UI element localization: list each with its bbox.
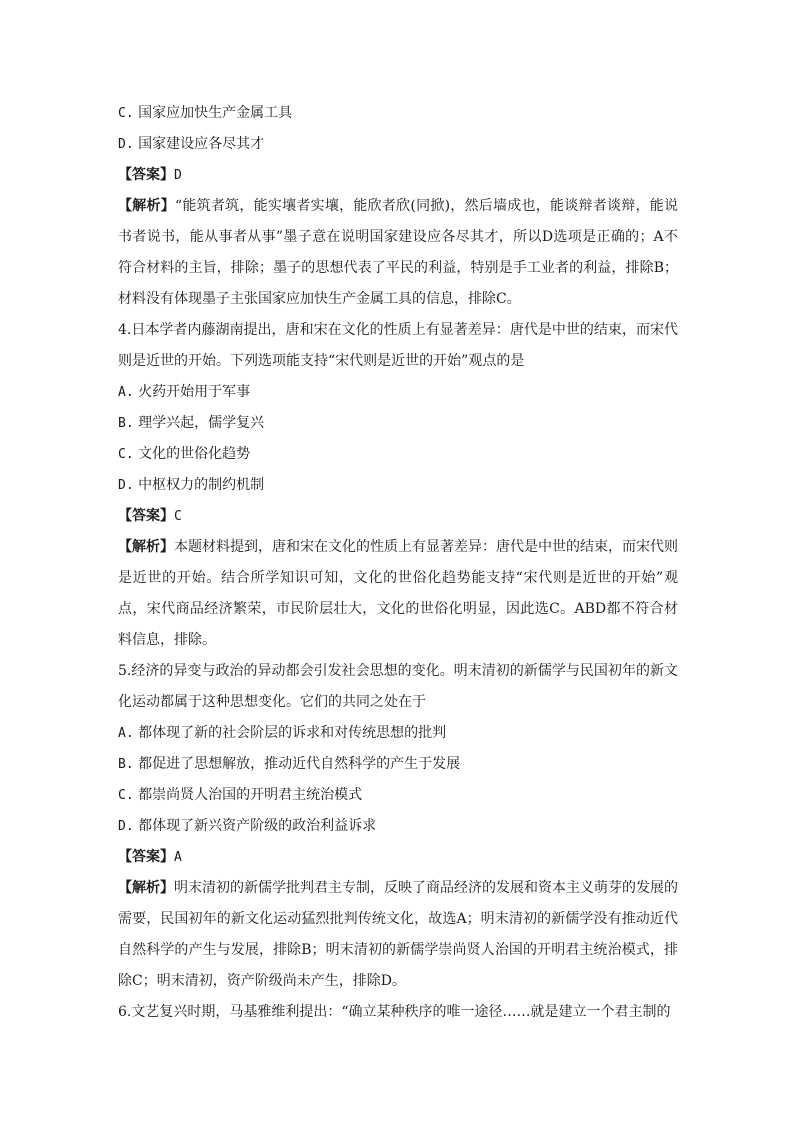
q4-option-b xyxy=(118,408,678,439)
option-letter: C. xyxy=(118,788,134,803)
q3-option-c xyxy=(118,98,678,129)
analysis-label: 【解析】 xyxy=(118,539,174,555)
q3-analysis xyxy=(118,191,678,315)
q5-option-a xyxy=(118,718,678,749)
option-text: 国家建设应各尽其才 xyxy=(138,136,265,152)
answer-label: 【答案】 xyxy=(118,508,174,524)
option-text: 国家应加快生产金属工具 xyxy=(138,105,293,121)
document-page xyxy=(118,98,678,1028)
q5-analysis xyxy=(118,873,678,997)
q5-option-c xyxy=(118,780,678,811)
q5-stem: 5.经济的异变与政治的异动都会引发社会思想的变化。明末清初的新儒学与民国初年的新文化运动都属于这种思想变化。它们的共同之处在于 xyxy=(118,663,678,710)
option-text: 火药开始用于军事 xyxy=(138,384,251,400)
answer-label: 【答案】 xyxy=(118,167,174,183)
option-letter: C. xyxy=(118,447,134,462)
answer-value: C xyxy=(174,509,182,524)
q3-answer xyxy=(118,160,678,191)
option-letter: B. xyxy=(118,416,134,431)
answer-value: D xyxy=(174,168,182,183)
answer-label: 【答案】 xyxy=(118,849,174,865)
q3-option-d xyxy=(118,129,678,160)
option-text: 都体现了新兴资产阶级的政治利益诉求 xyxy=(138,818,377,834)
option-letter: D. xyxy=(118,819,134,834)
option-letter: A. xyxy=(118,726,134,741)
q4-option-a xyxy=(118,377,678,408)
q4-analysis xyxy=(118,532,678,656)
option-text: 文化的世俗化趋势 xyxy=(138,446,251,462)
option-letter: B. xyxy=(118,757,134,772)
option-letter: A. xyxy=(118,385,134,400)
option-letter: D. xyxy=(118,137,134,152)
option-text: 都体现了新的社会阶层的诉求和对传统思想的批判 xyxy=(138,725,447,741)
q4-option-c xyxy=(118,439,678,470)
option-text: 中枢权力的制约机制 xyxy=(138,477,265,493)
option-text: 都崇尚贤人治国的开明君主统治模式 xyxy=(138,787,363,803)
option-letter: D. xyxy=(118,478,134,493)
option-text: 理学兴起，儒学复兴 xyxy=(138,415,265,431)
option-letter: C. xyxy=(118,106,134,121)
analysis-label: 【解析】 xyxy=(118,880,174,896)
q4-stem: 4.日本学者内藤湖南提出，唐和宋在文化的性质上有显著差异：唐代是中世的结束，而宋代则是近世的开始。下列选项能支持“宋代则是近世的开始”观点的是 xyxy=(118,322,678,369)
q5-option-d xyxy=(118,811,678,842)
q4-answer xyxy=(118,501,678,532)
q6-stem: 6.文艺复兴时期，马基雅维利提出：“确立某种秩序的唯一途径……就是建立一个君主制的 xyxy=(118,1004,671,1020)
answer-value: A xyxy=(174,850,182,865)
analysis-text: 本题材料提到，唐和宋在文化的性质上有显著差异：唐代是中世的结束，而宋代则是近世的开始。结合所学知识可知，文化的世俗化趋势能支持“宋代则是近世的开始”观点，宋代商品经济繁荣，市民阶层壮大，文化的世俗化明显，因此选C。ABD都不符合材料信息，排除。 xyxy=(118,539,678,648)
q4-option-d xyxy=(118,470,678,501)
analysis-text: 明末清初的新儒学批判君主专制，反映了商品经济的发展和资本主义萌芽的发展的需要，民国初年的新文化运动猛烈批判传统文化，故选A；明末清初的新儒学没有推动近代自然科学的产生与发展，排除B；明末清初的新儒学崇尚贤人治国的开明君主统治模式，排除C；明末清初，资产阶级尚未产生，排除D。 xyxy=(118,880,678,989)
analysis-label: 【解析】 xyxy=(118,198,175,214)
analysis-text: “能筑者筑，能实壤者实壤，能欣者欣(同掀)，然后墙成也，能谈辩者谈辩，能说书者说书，能从事者从事”墨子意在说明国家建设应各尽其才，所以D选项是正确的；A不符合材料的主旨，排除；墨子的思想代表了平民的利益，特别是手工业者的利益，排除B；材料没有体现墨子主张国家应加快生产金属工具的信息，排除C。 xyxy=(118,198,678,307)
q5-answer xyxy=(118,842,678,873)
option-text: 都促进了思想解放，推动近代自然科学的产生于发展 xyxy=(138,756,461,772)
q5-option-b xyxy=(118,749,678,780)
